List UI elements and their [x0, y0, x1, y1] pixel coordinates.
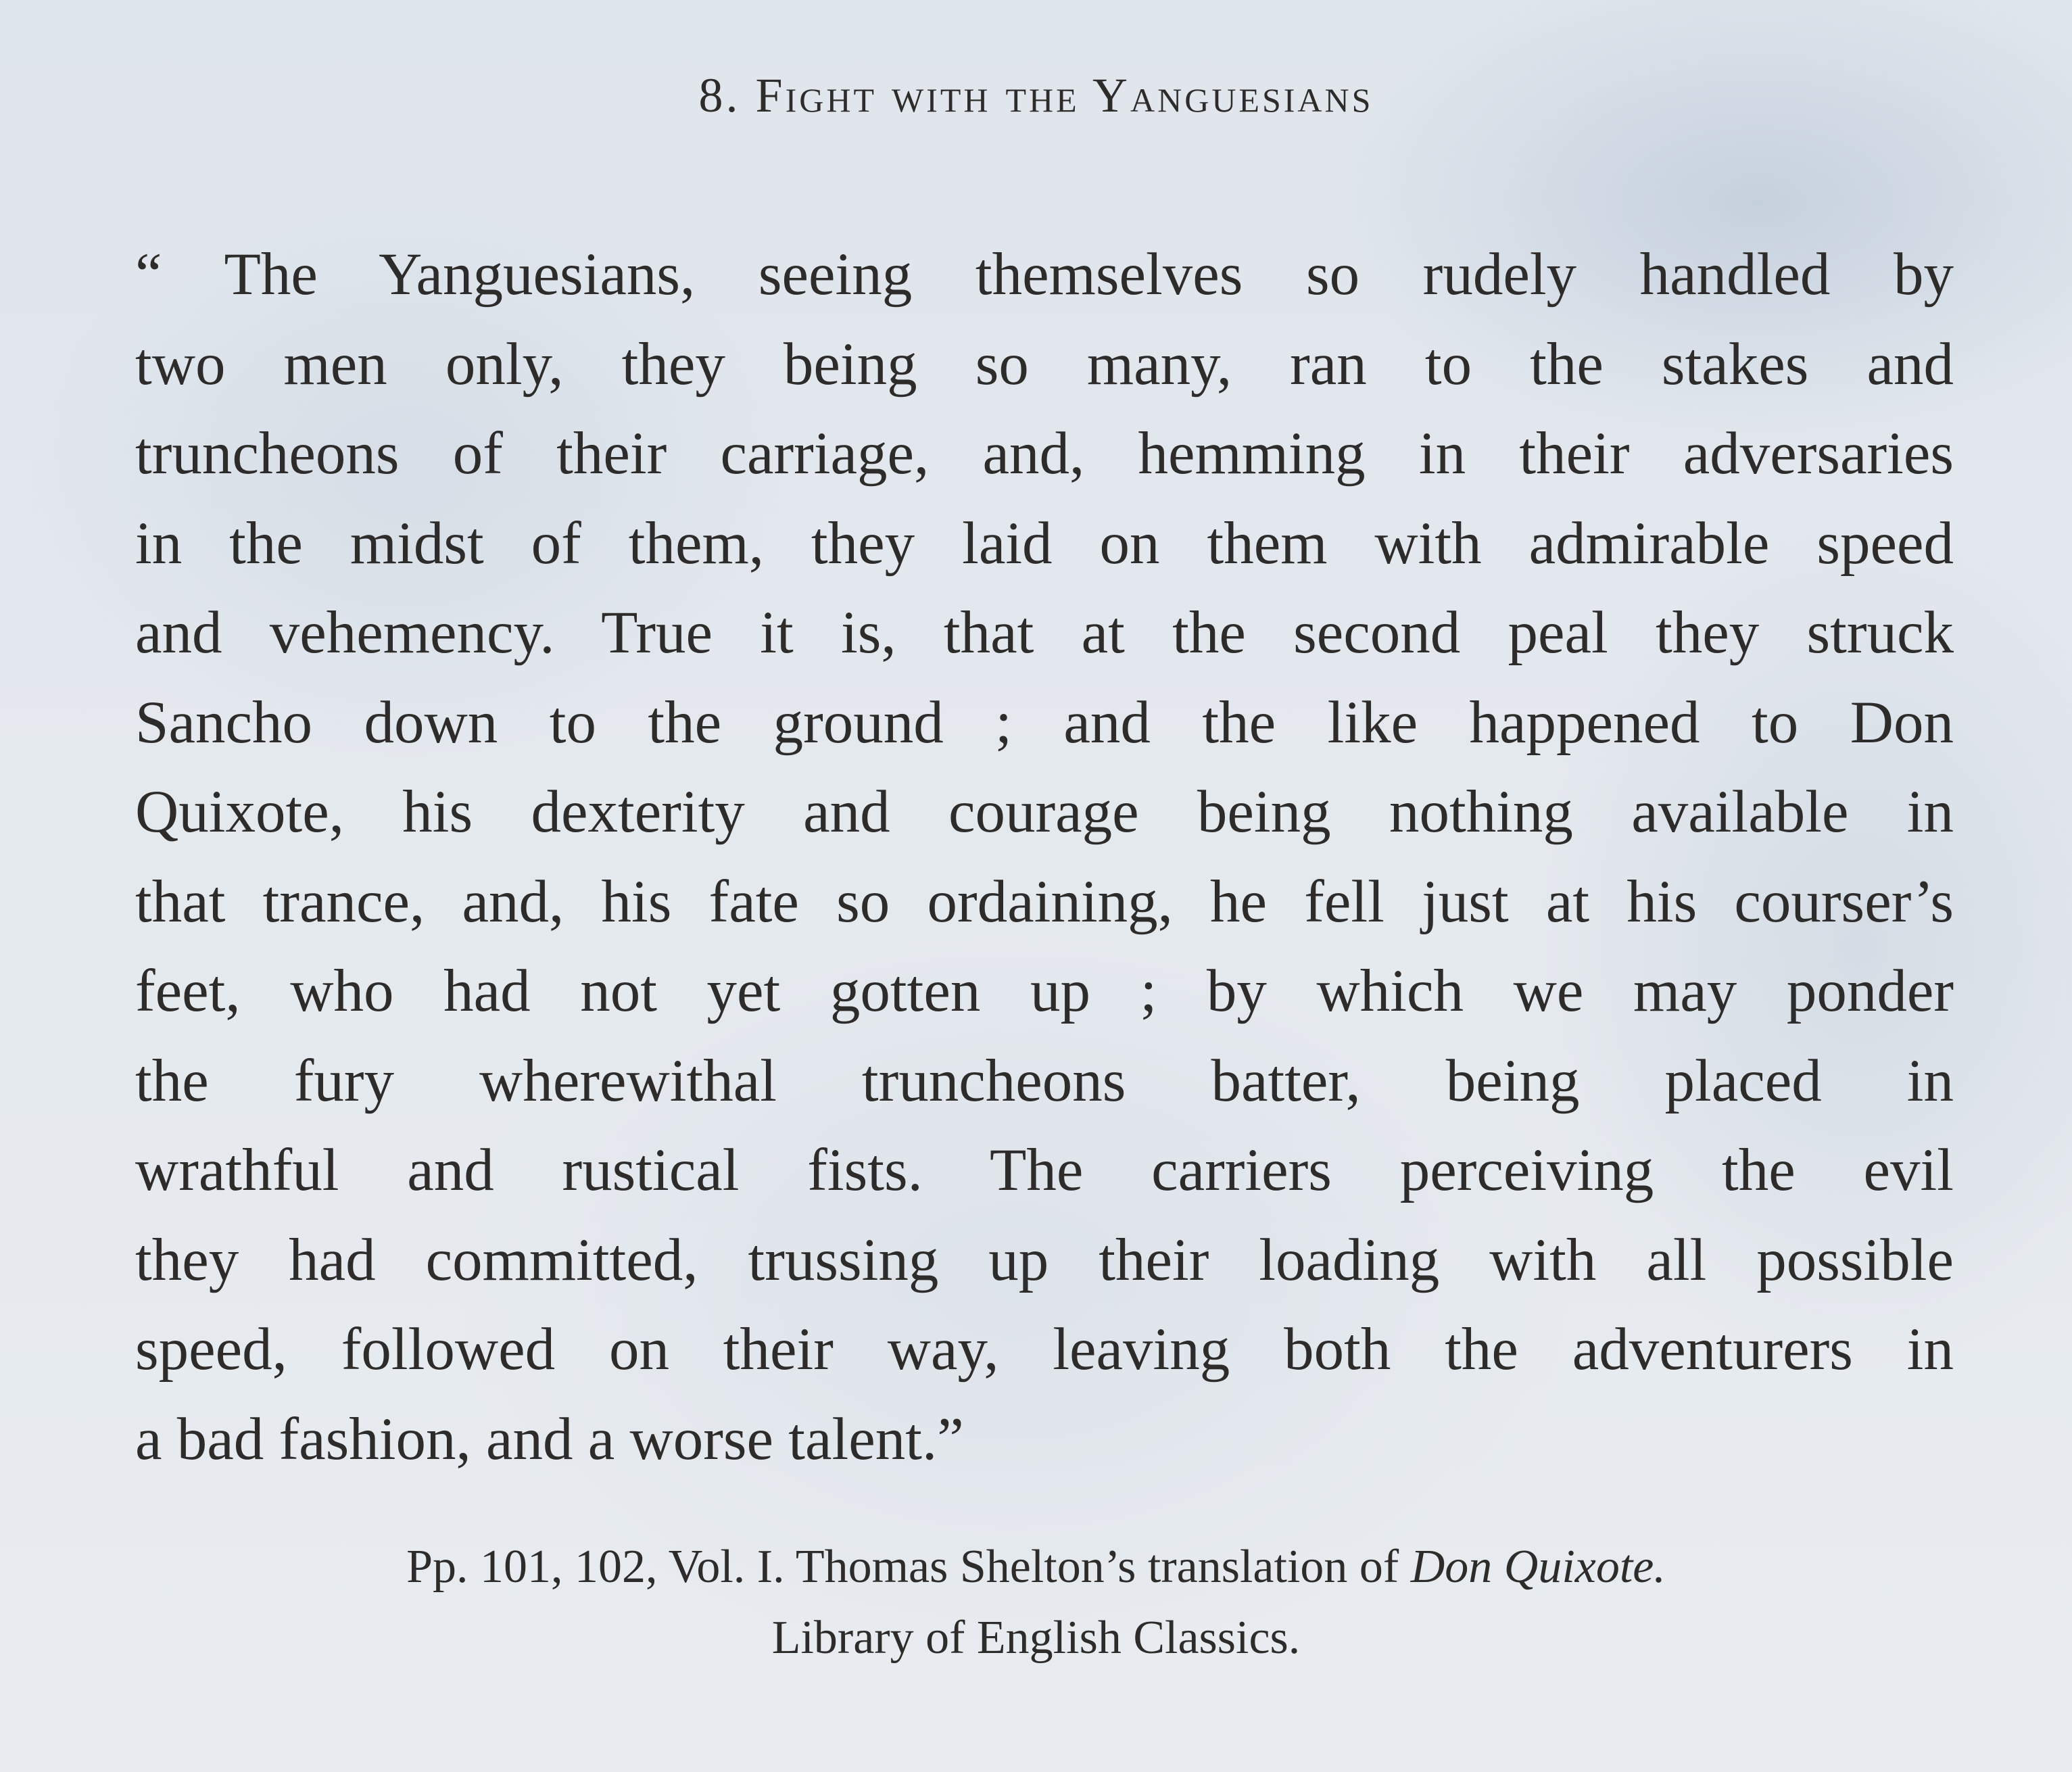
passage-line: a bad fashion, and a worse talent.” — [135, 1406, 964, 1472]
passage-line: feet, who had not yet gotten up ; by which we may ponder — [135, 958, 1954, 1024]
citation-line-1 — [0, 1531, 2072, 1602]
passage-line: and vehemency. True it is, that at the second peal they struck — [135, 600, 1954, 666]
source-citation — [0, 1531, 2072, 1673]
passage-line: Quixote, his dexterity and courage being nothing available in — [135, 779, 1954, 845]
passage-line: in the midst of them, they laid on them with admirable speed — [135, 510, 1954, 577]
citation-reference: Pp. 101, 102, Vol. I. Thomas Shelton’s translation of — [406, 1541, 1411, 1593]
passage-line: they had committed, trussing up their loading with all possible — [135, 1226, 1954, 1293]
citation-line-2: Library of English Classics. — [771, 1612, 1301, 1664]
passage-line: truncheons of their carriage, and, hemming in their adversaries — [135, 421, 1954, 487]
passage-line: Sancho down to the ground ; and the like happened to Don — [135, 689, 1954, 756]
passage-line: “ The Yanguesians, seeing themselves so rudely handled by — [135, 241, 1954, 308]
chapter-heading: 8. Fight with the Yanguesians — [698, 68, 1374, 122]
passage-line: that trance, and, his fate so ordaining, he fell just at his courser’s — [135, 868, 1954, 935]
quoted-passage — [135, 230, 1954, 1484]
passage-line: speed, followed on their way, leaving both the adventurers in — [135, 1316, 1954, 1383]
book-title: Don Quixote. — [1410, 1541, 1666, 1593]
passage-line: wrathful and rustical fists. The carriers perceiving the evil — [135, 1137, 1954, 1203]
passage-line: two men only, they being so many, ran to the stakes and — [135, 331, 1954, 398]
passage-line: the fury wherewithal truncheons batter, being placed in — [135, 1047, 1954, 1114]
